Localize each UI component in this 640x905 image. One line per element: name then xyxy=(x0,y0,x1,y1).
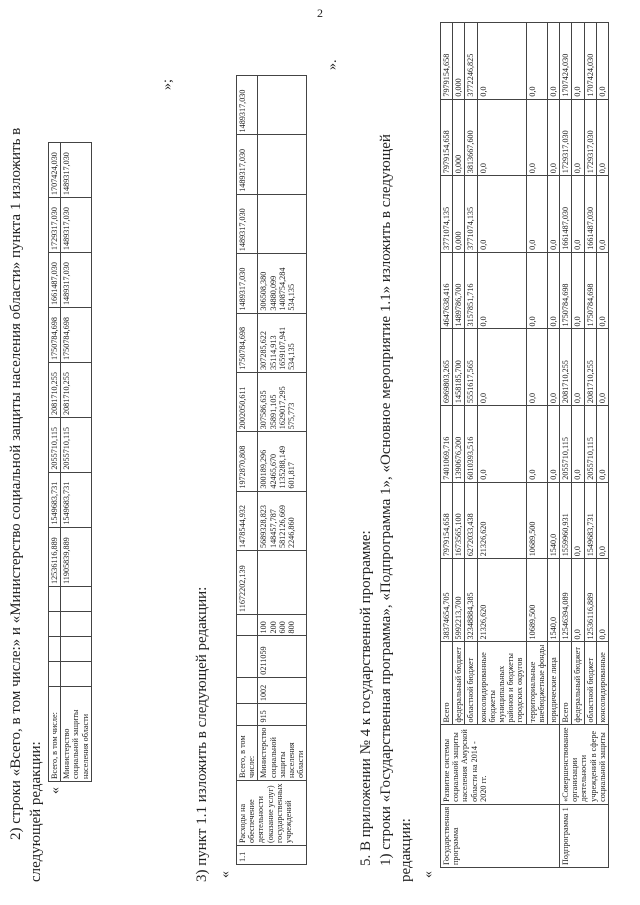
table-cell: 1549683,731 xyxy=(584,482,596,559)
table-cell: 1729317,030 xyxy=(584,99,596,176)
table-cell: 1489786,700 xyxy=(453,252,465,329)
table-cell: 1489317,030 xyxy=(237,254,258,313)
table-cell: 0,0 xyxy=(596,559,608,642)
source-label: областной бюджет xyxy=(465,642,477,725)
table-cell: 2081710,255 xyxy=(584,329,596,406)
table-cell: 0,0 xyxy=(547,23,559,100)
table-cell: 2055710,115 xyxy=(61,418,92,473)
table-cell: 0,0 xyxy=(477,176,526,253)
table-cell: 3772246,825 xyxy=(465,23,477,100)
table-cell: 0,0 xyxy=(596,482,608,559)
table-cell: 0,0 xyxy=(547,329,559,406)
table-cell: 1707424,030 xyxy=(584,23,596,100)
table-cell: 1489317,030 xyxy=(61,253,92,308)
item3-open-quote: « xyxy=(218,871,233,878)
item5-table xyxy=(440,22,609,868)
table-cell: 11905839,889 xyxy=(61,527,92,586)
table-cell: 7979154,658 xyxy=(441,482,453,559)
item5-open-quote: « xyxy=(421,871,436,878)
table-cell: 2055710,115 xyxy=(584,406,596,483)
table-cell: 1729317,030 xyxy=(49,198,61,253)
table-cell: 0,000 xyxy=(453,23,465,100)
table-cell: 2055710,115 xyxy=(560,406,572,483)
page-number: 2 xyxy=(317,6,323,20)
table-cell: 6010393,516 xyxy=(465,406,477,483)
table-cell: 1489317,030 xyxy=(237,135,258,194)
subprogram-name: «Совершенствование организации деятельности учреждений в сфере социальной защиты xyxy=(560,725,609,804)
item-name: Расходы на обеспечение деятельности (оказание услуг) государственных учреждений xyxy=(237,781,307,846)
table-cell: 5689328,823 148457,787 5812126,669 2246,860 xyxy=(258,491,307,550)
table-cell: 1707424,030 xyxy=(560,23,572,100)
table-cell: 3157851,716 xyxy=(465,252,477,329)
table-row xyxy=(560,23,572,868)
row-label: Всего, в том числе: xyxy=(237,725,258,780)
table-cell: 0,0 xyxy=(596,329,608,406)
item-number: 1.1 xyxy=(237,846,307,865)
table-cell: 1458185,700 xyxy=(453,329,465,406)
table-cell: 1489317,030 xyxy=(237,76,258,135)
source-label: федеральный бюджет xyxy=(453,642,465,725)
table-cell: 0,0 xyxy=(526,252,547,329)
table-cell: 0,0 xyxy=(477,406,526,483)
table-cell: 0,000 xyxy=(453,99,465,176)
table-cell: 0,000 xyxy=(453,176,465,253)
table-cell: 21326,620 xyxy=(477,482,526,559)
table-cell: 0,0 xyxy=(572,23,584,100)
item2-open-quote: « xyxy=(48,787,63,794)
table-cell: 3771074,135 xyxy=(441,176,453,253)
table-cell: 2081710,255 xyxy=(61,363,92,418)
row-label: Министерство социальной защиты населения области xyxy=(258,725,307,780)
table-cell: 0,0 xyxy=(526,329,547,406)
table-cell: 1489317,030 xyxy=(61,198,92,253)
table-cell: 1750784,698 xyxy=(237,313,258,372)
table-cell: 7401069,716 xyxy=(441,406,453,483)
item3-close-quote: ». xyxy=(325,59,340,70)
csr-code: 0211059 xyxy=(258,636,307,677)
table-cell: 0,0 xyxy=(477,99,526,176)
table-cell: 0,0 xyxy=(596,252,608,329)
source-label: Всего xyxy=(560,642,572,725)
table-cell: 1540,0 xyxy=(547,559,559,642)
item2-table xyxy=(48,142,92,782)
item3-line: 3) пункт 1.1 изложить в следующей редакции: xyxy=(194,586,210,882)
table-cell: 1673565,100 xyxy=(453,482,465,559)
table-cell: 10689,500 xyxy=(526,559,547,642)
row-label: Всего, в том числе: xyxy=(49,687,61,782)
item3-table xyxy=(236,75,307,865)
table-cell: 0,0 xyxy=(477,23,526,100)
table-cell: 307285,622 35114,913 1659107,941 534,135 xyxy=(258,313,307,372)
table-cell: 4647638,416 xyxy=(441,252,453,329)
table-cell: 7979154,658 xyxy=(441,99,453,176)
item5-line1: 1) строки «Государственная программа», «Подпрограмма 1», «Основное мероприятие 1.1» изложить в следующей xyxy=(378,134,394,866)
table-cell: 1750784,698 xyxy=(584,252,596,329)
table-cell: 1750784,698 xyxy=(560,252,572,329)
table-cell: 7979154,658 xyxy=(441,23,453,100)
table-cell: 0,0 xyxy=(596,23,608,100)
program-label: Государственная программа xyxy=(441,804,560,867)
item5-heading: 5. В приложении № 4 к государственной программе: xyxy=(358,530,374,866)
table-cell: 0,0 xyxy=(572,559,584,642)
table-cell: 1729317,030 xyxy=(560,99,572,176)
table-cell: 1390676,200 xyxy=(453,406,465,483)
table-cell: 0,0 xyxy=(596,406,608,483)
table-cell: 0,0 xyxy=(572,329,584,406)
table-row xyxy=(441,23,453,868)
table-cell: 1540,0 xyxy=(547,482,559,559)
table-row xyxy=(237,76,258,865)
program-name: Развитие системы социальной защиты населения Амурской области на 2014 - 2020 гг. xyxy=(441,725,560,804)
grbs-code: 915 xyxy=(258,704,307,725)
table-cell: 1661487,030 xyxy=(560,176,572,253)
table-cell: 0,0 xyxy=(572,176,584,253)
table-cell: 0,0 xyxy=(526,99,547,176)
table-cell: 0,0 xyxy=(547,252,559,329)
table-cell: 307586,635 35891,105 1629017,295 575,773 xyxy=(258,372,307,431)
source-label: федеральный бюджет xyxy=(572,642,584,725)
source-label: юридические лица xyxy=(547,642,559,725)
table-cell: 12546394,089 xyxy=(560,559,572,642)
table-cell: 0,0 xyxy=(477,329,526,406)
table-row xyxy=(258,76,307,865)
table-cell: 6272033,438 xyxy=(465,482,477,559)
table-cell: 10689,500 xyxy=(526,482,547,559)
table-cell: 0,0 xyxy=(526,406,547,483)
table-cell: 1549683,731 xyxy=(49,472,61,527)
table-cell: 1661487,030 xyxy=(584,176,596,253)
source-label: территориальные внебюджетные фонды xyxy=(526,642,547,725)
source-label: областной бюджет xyxy=(584,642,596,725)
table-cell: 21326,620 xyxy=(477,559,526,642)
table-cell: 0,0 xyxy=(526,176,547,253)
table-cell: 5551617,565 xyxy=(465,329,477,406)
table-cell: 3813667,600 xyxy=(465,99,477,176)
table-cell: 1549683,731 xyxy=(61,472,92,527)
table-cell: 300189,296 42465,670 1135288,149 601,817 xyxy=(258,432,307,491)
table-cell: 3771074,135 xyxy=(465,176,477,253)
vr-codes: 100 200 600 800 xyxy=(258,615,307,636)
table-cell: 0,0 xyxy=(596,99,608,176)
table-cell: 1750784,698 xyxy=(49,308,61,363)
table-cell: 0,0 xyxy=(477,252,526,329)
table-cell: 32348884,385 xyxy=(465,559,477,642)
source-label: Всего xyxy=(441,642,453,725)
table-cell: 1478544,932 xyxy=(237,491,258,550)
item2-line2: следующей редакции: xyxy=(28,741,44,882)
table-cell: 1489317,030 xyxy=(237,194,258,253)
table-cell: 0,0 xyxy=(572,99,584,176)
table-cell: 12536116,889 xyxy=(584,559,596,642)
table-cell: 0,0 xyxy=(526,23,547,100)
table-cell: 1972870,808 xyxy=(237,432,258,491)
table-cell: 2002050,611 xyxy=(237,372,258,431)
table-cell: 12536116,889 xyxy=(49,527,61,586)
subprogram-label: Подпрограмма 1 xyxy=(560,804,609,867)
table-cell: 1661487,030 xyxy=(49,253,61,308)
table-cell: 2081710,255 xyxy=(560,329,572,406)
table-cell: 1489317,030 xyxy=(61,143,92,198)
table-cell: 0,0 xyxy=(547,99,559,176)
source-label: консолидированные бюджеты муниципальных районов и бюджеты городских округов xyxy=(477,642,526,725)
table-cell: 0,0 xyxy=(572,252,584,329)
table-cell: 0,0 xyxy=(572,406,584,483)
table-row xyxy=(49,143,61,782)
table-cell: 1707424,030 xyxy=(49,143,61,198)
table-cell: 1750784,698 xyxy=(61,308,92,363)
table-cell: 0,0 xyxy=(547,406,559,483)
table-cell: 306508,380 34880,099 1408754,284 534,135 xyxy=(258,254,307,313)
table-cell: 0,0 xyxy=(572,482,584,559)
table-cell: 2081710,255 xyxy=(49,363,61,418)
item2-line1: 2) строки «Всего, в том числе:» и «Министерство социальной защиты населения области» пункта 1 изложить в xyxy=(8,127,24,840)
source-label: консолидированные xyxy=(596,642,608,725)
table-cell: 0,0 xyxy=(547,176,559,253)
table-cell: 5992213,700 xyxy=(453,559,465,642)
table-cell: 11672202,139 xyxy=(237,551,258,615)
table-cell: 1559960,931 xyxy=(560,482,572,559)
item5-line2: редакции: xyxy=(398,818,414,882)
table-cell: 2055710,115 xyxy=(49,418,61,473)
table-cell: 0,0 xyxy=(596,176,608,253)
table-cell: 6969803,265 xyxy=(441,329,453,406)
table-cell: 38374654,705 xyxy=(441,559,453,642)
item2-close-quote: »; xyxy=(160,79,175,90)
row-label: Министерство социальной защиты населения области xyxy=(61,687,92,782)
table-row xyxy=(61,143,92,782)
rzpr-code: 1002 xyxy=(258,677,307,703)
